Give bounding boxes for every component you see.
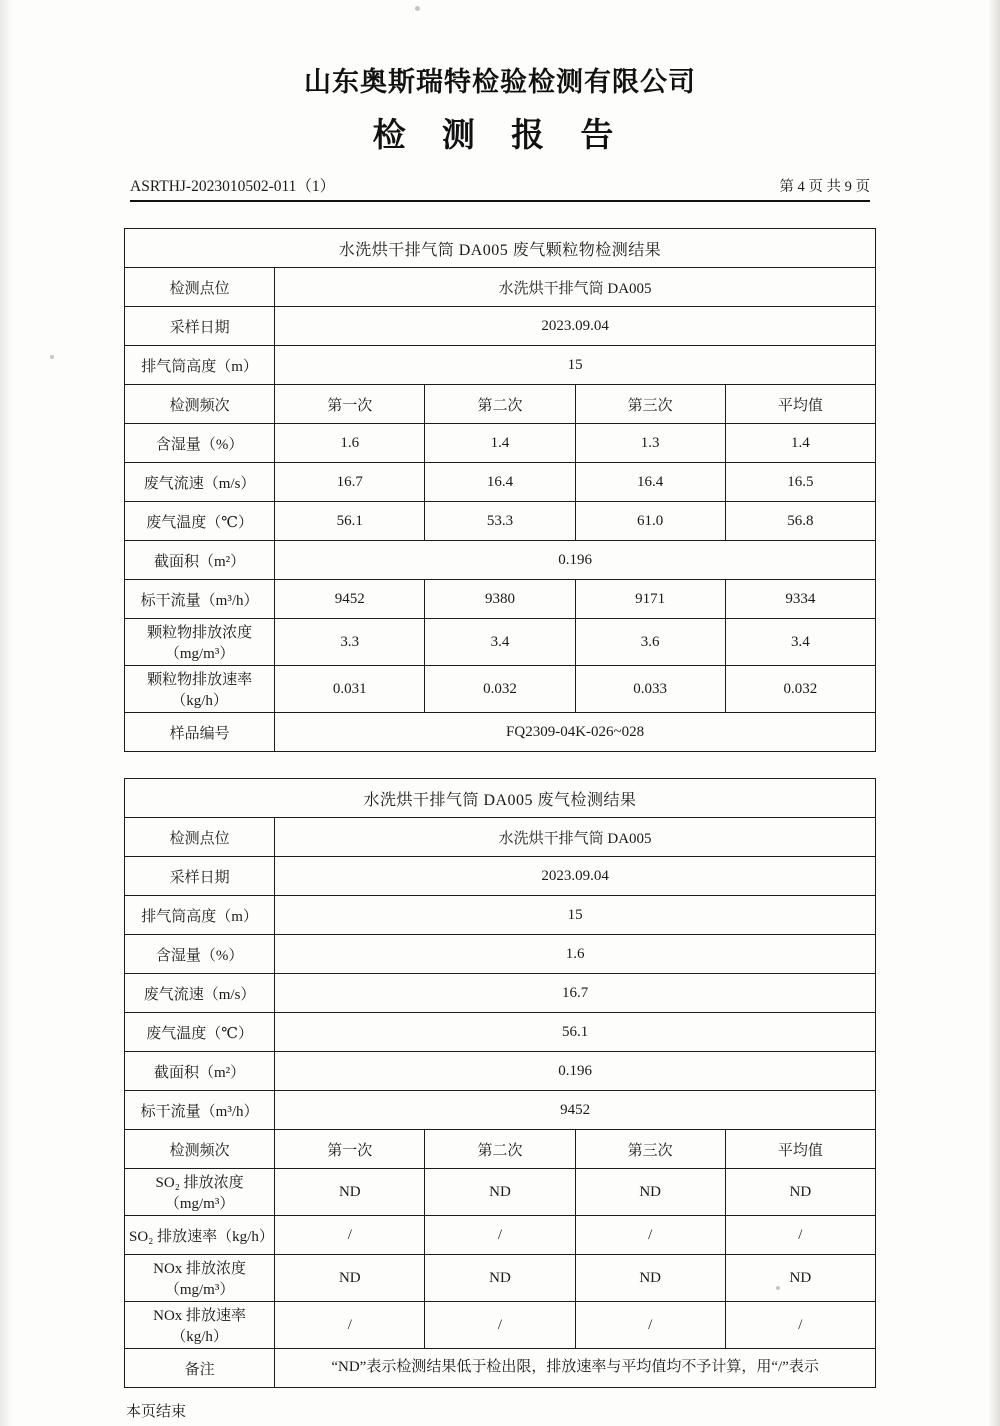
- row-value: 2023.09.04: [275, 857, 876, 896]
- table-row: [125, 818, 876, 857]
- report-title: 检 测 报 告: [372, 118, 628, 154]
- report-number: ASRTHJ-2023010502-011（1）: [130, 178, 336, 195]
- table-row: [125, 666, 876, 713]
- row-value-4: 0.032: [725, 666, 875, 713]
- row-value-1: 9452: [275, 580, 425, 619]
- row-value-1: 1.6: [275, 424, 425, 463]
- row-label: 检测频次: [125, 385, 275, 424]
- row-label: 采样日期: [125, 857, 275, 896]
- table-row: [125, 935, 876, 974]
- tables-container: [124, 228, 876, 1421]
- row-value-3: 3.6: [575, 619, 725, 666]
- row-value-1: 第一次: [275, 385, 425, 424]
- row-value-4: /: [725, 1216, 875, 1255]
- row-label: 排气筒高度（m）: [125, 346, 275, 385]
- table2-title: 水洗烘干排气筒 DA005 废气检测结果: [125, 779, 876, 818]
- table-row: [125, 713, 876, 752]
- row-value-4: 1.4: [725, 424, 875, 463]
- row-label: 检测点位: [125, 818, 275, 857]
- row-value-4: /: [725, 1302, 875, 1349]
- row-label: SO₂ 排放速率（kg/h）: [125, 1216, 275, 1255]
- row-value-2: 9380: [425, 580, 575, 619]
- document-header: [0, 0, 1000, 202]
- row-value-3: 16.4: [575, 463, 725, 502]
- table-row: [125, 307, 876, 346]
- company-name: 山东奥斯瑞特检验检测有限公司: [304, 67, 696, 97]
- row-value-3: 9171: [575, 580, 725, 619]
- row-label: 废气温度（℃）: [125, 502, 275, 541]
- row-value-1: 第一次: [275, 1130, 425, 1169]
- row-label: 排气筒高度（m）: [125, 896, 275, 935]
- table-row: [125, 385, 876, 424]
- row-value: 56.1: [275, 1013, 876, 1052]
- row-label: 检测频次: [125, 1130, 275, 1169]
- table-row: [125, 268, 876, 307]
- row-label: 样品编号: [125, 713, 275, 752]
- row-value-2: /: [425, 1216, 575, 1255]
- row-value-3: 0.033: [575, 666, 725, 713]
- table-title-row: [125, 229, 876, 268]
- row-value-1: 16.7: [275, 463, 425, 502]
- table-row: [125, 1169, 876, 1216]
- table-row: [125, 619, 876, 666]
- row-value-3: 第三次: [575, 385, 725, 424]
- row-value: 15: [275, 346, 876, 385]
- row-value-4: 9334: [725, 580, 875, 619]
- row-value: 9452: [275, 1091, 876, 1130]
- row-value-4: 3.4: [725, 619, 875, 666]
- row-label: 废气温度（℃）: [125, 1013, 275, 1052]
- row-value-1: 3.3: [275, 619, 425, 666]
- row-value-3: 第三次: [575, 1130, 725, 1169]
- row-label: 颗粒物排放速率（kg/h）: [125, 666, 275, 713]
- row-value: 水洗烘干排气筒 DA005: [275, 268, 876, 307]
- table-row: [125, 1216, 876, 1255]
- row-label: 含湿量（%）: [125, 935, 275, 974]
- table-row: [125, 974, 876, 1013]
- row-value-3: ND: [575, 1169, 725, 1216]
- table-row: [125, 346, 876, 385]
- row-label: 采样日期: [125, 307, 275, 346]
- table-row: [125, 502, 876, 541]
- scan-speck: [415, 6, 420, 11]
- row-value: 2023.09.04: [275, 307, 876, 346]
- page-end-note: 本页结束: [126, 1404, 187, 1420]
- table-row: [125, 1130, 876, 1169]
- row-value-2: 第二次: [425, 1130, 575, 1169]
- row-value-3: ND: [575, 1255, 725, 1302]
- table-row: [125, 1013, 876, 1052]
- page-number: 第 4 页 共 9 页: [779, 179, 870, 195]
- table-row: [125, 580, 876, 619]
- note-value: “ND”表示检测结果低于检出限，排放速率与平均值均不予计算，用“/”表示: [275, 1349, 876, 1388]
- row-value-4: 平均值: [725, 1130, 875, 1169]
- row-label: NOx 排放浓度（mg/m³）: [125, 1255, 275, 1302]
- row-value-3: 1.3: [575, 424, 725, 463]
- table-row: [125, 1255, 876, 1302]
- page-left-edge: [0, 0, 12, 1426]
- row-value-4: 平均值: [725, 385, 875, 424]
- table-row: [125, 1091, 876, 1130]
- row-value-2: ND: [425, 1255, 575, 1302]
- row-value-4: ND: [725, 1169, 875, 1216]
- table-note-row: [125, 1349, 876, 1388]
- row-label: 标干流量（m³/h）: [125, 580, 275, 619]
- row-value: FQ2309-04K-026~028: [275, 713, 876, 752]
- row-label: SO₂ 排放浓度（mg/m³）: [125, 1169, 275, 1216]
- row-value-2: 3.4: [425, 619, 575, 666]
- table-row: [125, 896, 876, 935]
- header-rule: [130, 200, 870, 202]
- row-label: 截面积（m²）: [125, 1052, 275, 1091]
- row-label: 废气流速（m/s）: [125, 974, 275, 1013]
- row-value: 1.6: [275, 935, 876, 974]
- row-value-1: /: [275, 1302, 425, 1349]
- row-value-1: 0.031: [275, 666, 425, 713]
- row-label: 废气流速（m/s）: [125, 463, 275, 502]
- row-value: 0.196: [275, 541, 876, 580]
- row-value-4: 16.5: [725, 463, 875, 502]
- row-value-2: 0.032: [425, 666, 575, 713]
- table-row: [125, 1052, 876, 1091]
- row-value-1: ND: [275, 1169, 425, 1216]
- waste-gas-results-table: [124, 778, 876, 1388]
- row-value: 16.7: [275, 974, 876, 1013]
- table1-title: 水洗烘干排气筒 DA005 废气颗粒物检测结果: [125, 229, 876, 268]
- table-row: [125, 857, 876, 896]
- particulate-results-table: [124, 228, 876, 752]
- row-value: 0.196: [275, 1052, 876, 1091]
- row-label: NOx 排放速率（kg/h）: [125, 1302, 275, 1349]
- row-value: 15: [275, 896, 876, 935]
- row-value-3: /: [575, 1302, 725, 1349]
- row-value-2: 16.4: [425, 463, 575, 502]
- row-value-2: 第二次: [425, 385, 575, 424]
- report-meta-row: [130, 174, 870, 196]
- scan-speck: [776, 1286, 780, 1290]
- row-label: 标干流量（m³/h）: [125, 1091, 275, 1130]
- row-value-2: 53.3: [425, 502, 575, 541]
- table-row: [125, 1302, 876, 1349]
- row-value-1: /: [275, 1216, 425, 1255]
- row-value-4: 56.8: [725, 502, 875, 541]
- page-right-edge: [988, 0, 1000, 1426]
- row-value-2: /: [425, 1302, 575, 1349]
- row-value-3: 61.0: [575, 502, 725, 541]
- note-label: 备注: [125, 1349, 275, 1388]
- row-label: 截面积（m²）: [125, 541, 275, 580]
- table-row: [125, 424, 876, 463]
- row-value-2: 1.4: [425, 424, 575, 463]
- table-row: [125, 541, 876, 580]
- row-value-4: ND: [725, 1255, 875, 1302]
- scan-speck: [50, 355, 54, 359]
- table-title-row: [125, 779, 876, 818]
- row-value-2: ND: [425, 1169, 575, 1216]
- row-value-1: ND: [275, 1255, 425, 1302]
- row-label: 含湿量（%）: [125, 424, 275, 463]
- row-label: 检测点位: [125, 268, 275, 307]
- row-value-1: 56.1: [275, 502, 425, 541]
- row-label: 颗粒物排放浓度（mg/m³）: [125, 619, 275, 666]
- row-value-3: /: [575, 1216, 725, 1255]
- row-value: 水洗烘干排气筒 DA005: [275, 818, 876, 857]
- table-row: [125, 463, 876, 502]
